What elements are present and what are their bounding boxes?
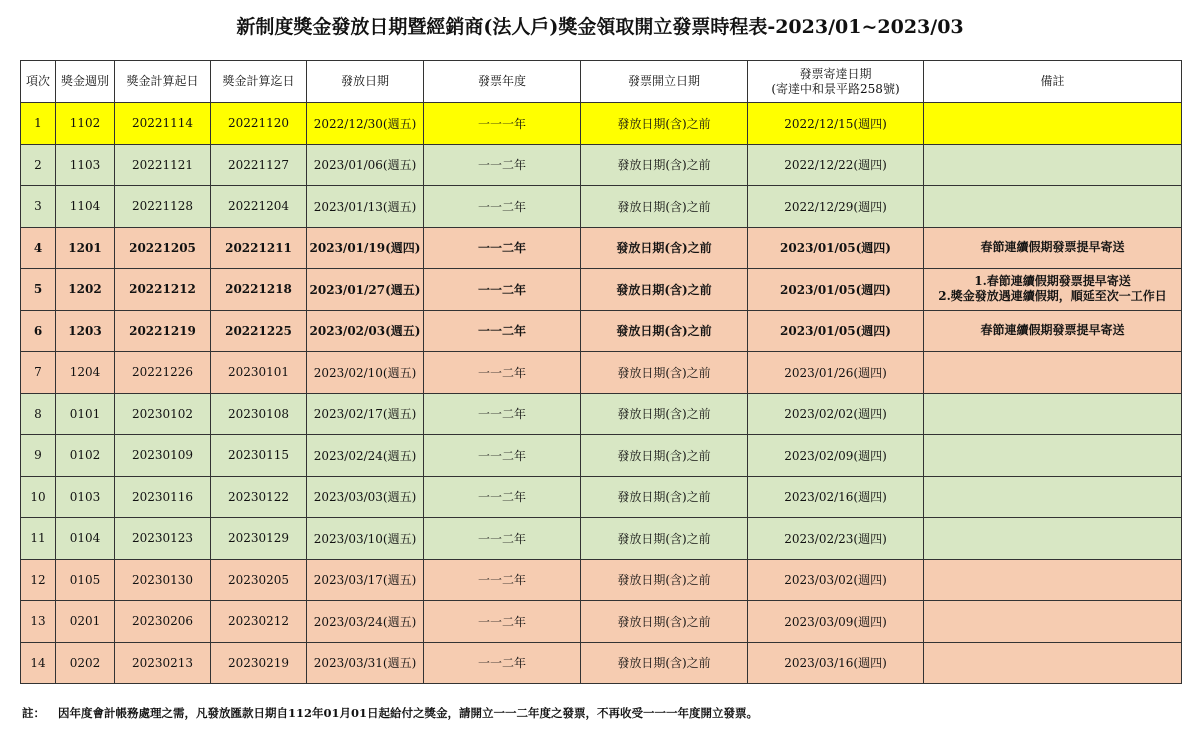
cell-invoice-year: 一一二年: [424, 642, 581, 684]
header-invoice-issue: 發票開立日期: [581, 61, 748, 103]
cell-invoice-issue: 發放日期(含)之前: [581, 393, 748, 435]
cell-calc-end: 20221204: [211, 186, 307, 228]
cell-calc-end: 20221211: [211, 227, 307, 269]
cell-week: 0102: [56, 435, 115, 477]
cell-invoice-issue: 發放日期(含)之前: [581, 144, 748, 186]
cell-invoice-year: 一一二年: [424, 518, 581, 560]
cell-remarks: [924, 269, 1182, 311]
footnote-text: 因年度會計帳務處理之需，凡發放匯款日期自112年01月01日起給付之獎金，請開立一一二年度之發票，不再收受一一一年度開立發票。: [58, 706, 759, 720]
cell-calc-start: 20221219: [115, 310, 211, 352]
cell-invoice-issue: 發放日期(含)之前: [581, 269, 748, 311]
cell-calc-start: 20230206: [115, 601, 211, 643]
cell-invoice-mail: 2023/03/16(週四): [748, 642, 924, 684]
cell-calc-end: 20221120: [211, 103, 307, 145]
header-calc-end: 獎金計算迄日: [211, 61, 307, 103]
cell-week: 1103: [56, 144, 115, 186]
cell-invoice-issue: 發放日期(含)之前: [581, 642, 748, 684]
cell-invoice-mail: 2023/02/02(週四): [748, 393, 924, 435]
cell-invoice-mail: 2023/02/16(週四): [748, 476, 924, 518]
cell-invoice-mail: 2022/12/15(週四): [748, 103, 924, 145]
cell-invoice-issue: 發放日期(含)之前: [581, 435, 748, 477]
cell-calc-end: 20230205: [211, 559, 307, 601]
cell-pay-date: 2022/12/30(週五): [307, 103, 424, 145]
cell-pay-date: 2023/01/13(週五): [307, 186, 424, 228]
cell-invoice-mail: 2023/01/05(週四): [748, 227, 924, 269]
cell-remarks: [924, 144, 1182, 186]
header-invoice-mail-address: (寄達中和景平路258號): [771, 81, 900, 96]
cell-remarks: [924, 186, 1182, 228]
table-row: [21, 642, 1182, 684]
cell-invoice-issue: 發放日期(含)之前: [581, 518, 748, 560]
table-row: [21, 144, 1182, 186]
cell-pay-date: 2023/03/31(週五): [307, 642, 424, 684]
cell-calc-end: 20230108: [211, 393, 307, 435]
cell-seq: 13: [21, 601, 56, 643]
cell-calc-start: 20221114: [115, 103, 211, 145]
cell-seq: 1: [21, 103, 56, 145]
header-remarks: 備註: [924, 61, 1182, 103]
table-row: [21, 227, 1182, 269]
cell-seq: 5: [21, 269, 56, 311]
cell-pay-date: 2023/03/17(週五): [307, 559, 424, 601]
cell-invoice-year: 一一二年: [424, 227, 581, 269]
cell-calc-start: 20230213: [115, 642, 211, 684]
schedule-table: [20, 60, 1182, 684]
cell-calc-end: 20230212: [211, 601, 307, 643]
cell-pay-date: 2023/03/10(週五): [307, 518, 424, 560]
cell-seq: 11: [21, 518, 56, 560]
cell-remarks: [924, 476, 1182, 518]
cell-invoice-year: 一一二年: [424, 144, 581, 186]
cell-calc-start: 20221128: [115, 186, 211, 228]
cell-week: 1201: [56, 227, 115, 269]
cell-invoice-year: 一一一年: [424, 103, 581, 145]
header-invoice-mail-label: 發票寄達日期: [799, 66, 872, 81]
remark-line: 2.獎金發放遇連續假期，順延至次一工作日: [938, 289, 1167, 304]
cell-week: 1202: [56, 269, 115, 311]
cell-invoice-mail: 2023/03/09(週四): [748, 601, 924, 643]
table-row: [21, 559, 1182, 601]
cell-pay-date: 2023/02/24(週五): [307, 435, 424, 477]
header-seq: 項次: [21, 61, 56, 103]
cell-calc-start: 20230102: [115, 393, 211, 435]
cell-week: 0104: [56, 518, 115, 560]
cell-calc-start: 20221121: [115, 144, 211, 186]
header-invoice-year: 發票年度: [424, 61, 581, 103]
cell-remarks: [924, 227, 1182, 269]
cell-invoice-mail: 2022/12/22(週四): [748, 144, 924, 186]
cell-invoice-year: 一一二年: [424, 269, 581, 311]
cell-remarks: [924, 559, 1182, 601]
cell-invoice-issue: 發放日期(含)之前: [581, 601, 748, 643]
remark-line: 春節連續假期發票提早寄送: [980, 240, 1125, 255]
cell-invoice-issue: 發放日期(含)之前: [581, 227, 748, 269]
cell-seq: 12: [21, 559, 56, 601]
cell-remarks: [924, 310, 1182, 352]
cell-seq: 3: [21, 186, 56, 228]
cell-calc-end: 20221127: [211, 144, 307, 186]
table-row: [21, 601, 1182, 643]
cell-invoice-year: 一一二年: [424, 310, 581, 352]
cell-invoice-year: 一一二年: [424, 352, 581, 394]
cell-invoice-mail: 2023/02/23(週四): [748, 518, 924, 560]
cell-seq: 6: [21, 310, 56, 352]
cell-invoice-year: 一一二年: [424, 601, 581, 643]
cell-invoice-mail: 2023/01/05(週四): [748, 310, 924, 352]
header-pay-date: 發放日期: [307, 61, 424, 103]
remark-line: 春節連續假期發票提早寄送: [980, 323, 1125, 338]
cell-invoice-year: 一一二年: [424, 186, 581, 228]
page-title: 新制度獎金發放日期暨經銷商(法人戶)獎金領取開立發票時程表-2023/01~2023/03: [236, 16, 964, 38]
cell-calc-start: 20230116: [115, 476, 211, 518]
cell-calc-start: 20230109: [115, 435, 211, 477]
cell-calc-start: 20221226: [115, 352, 211, 394]
cell-calc-end: 20221225: [211, 310, 307, 352]
cell-calc-start: 20221205: [115, 227, 211, 269]
cell-invoice-mail: 2023/02/09(週四): [748, 435, 924, 477]
cell-calc-end: 20230101: [211, 352, 307, 394]
cell-invoice-year: 一一二年: [424, 476, 581, 518]
cell-pay-date: 2023/02/03(週五): [307, 310, 424, 352]
cell-calc-end: 20230122: [211, 476, 307, 518]
cell-week: 1102: [56, 103, 115, 145]
footnote: [22, 705, 758, 721]
cell-week: 1204: [56, 352, 115, 394]
cell-invoice-issue: 發放日期(含)之前: [581, 310, 748, 352]
cell-calc-start: 20230123: [115, 518, 211, 560]
table-row: [21, 310, 1182, 352]
cell-remarks: [924, 601, 1182, 643]
cell-week: 0101: [56, 393, 115, 435]
cell-invoice-year: 一一二年: [424, 393, 581, 435]
cell-invoice-year: 一一二年: [424, 559, 581, 601]
cell-seq: 14: [21, 642, 56, 684]
footnote-label: 註：: [22, 706, 45, 720]
table-row: [21, 393, 1182, 435]
cell-remarks: [924, 352, 1182, 394]
cell-invoice-mail: 2023/03/02(週四): [748, 559, 924, 601]
cell-invoice-issue: 發放日期(含)之前: [581, 186, 748, 228]
cell-invoice-mail: 2023/01/05(週四): [748, 269, 924, 311]
cell-week: 0103: [56, 476, 115, 518]
cell-seq: 9: [21, 435, 56, 477]
cell-calc-start: 20221212: [115, 269, 211, 311]
cell-pay-date: 2023/02/10(週五): [307, 352, 424, 394]
remark-line: 1.春節連續假期發票提早寄送: [974, 274, 1131, 289]
table-row: [21, 352, 1182, 394]
cell-pay-date: 2023/01/06(週五): [307, 144, 424, 186]
cell-remarks: [924, 518, 1182, 560]
cell-pay-date: 2023/01/19(週四): [307, 227, 424, 269]
cell-week: 1203: [56, 310, 115, 352]
cell-calc-start: 20230130: [115, 559, 211, 601]
cell-seq: 8: [21, 393, 56, 435]
table-row: [21, 269, 1182, 311]
cell-invoice-mail: 2022/12/29(週四): [748, 186, 924, 228]
header-invoice-mail: [748, 61, 924, 103]
cell-seq: 4: [21, 227, 56, 269]
cell-invoice-issue: 發放日期(含)之前: [581, 476, 748, 518]
cell-pay-date: 2023/03/24(週五): [307, 601, 424, 643]
cell-calc-end: 20230219: [211, 642, 307, 684]
table-row: [21, 518, 1182, 560]
cell-seq: 10: [21, 476, 56, 518]
table-row: [21, 435, 1182, 477]
cell-calc-end: 20221218: [211, 269, 307, 311]
table-row: [21, 186, 1182, 228]
cell-invoice-issue: 發放日期(含)之前: [581, 559, 748, 601]
cell-remarks: [924, 393, 1182, 435]
cell-seq: 2: [21, 144, 56, 186]
cell-invoice-issue: 發放日期(含)之前: [581, 103, 748, 145]
cell-remarks: [924, 642, 1182, 684]
cell-seq: 7: [21, 352, 56, 394]
cell-week: 0201: [56, 601, 115, 643]
header-calc-start: 獎金計算起日: [115, 61, 211, 103]
cell-week: 0105: [56, 559, 115, 601]
cell-pay-date: 2023/01/27(週五): [307, 269, 424, 311]
cell-week: 0202: [56, 642, 115, 684]
cell-remarks: [924, 435, 1182, 477]
cell-invoice-issue: 發放日期(含)之前: [581, 352, 748, 394]
cell-invoice-mail: 2023/01/26(週四): [748, 352, 924, 394]
cell-pay-date: 2023/03/03(週五): [307, 476, 424, 518]
cell-calc-end: 20230129: [211, 518, 307, 560]
cell-remarks: [924, 103, 1182, 145]
header-week: 獎金週別: [56, 61, 115, 103]
header-row: [21, 61, 1182, 103]
cell-week: 1104: [56, 186, 115, 228]
cell-calc-end: 20230115: [211, 435, 307, 477]
table-row: [21, 476, 1182, 518]
cell-pay-date: 2023/02/17(週五): [307, 393, 424, 435]
cell-invoice-year: 一一二年: [424, 435, 581, 477]
table-row: [21, 103, 1182, 145]
